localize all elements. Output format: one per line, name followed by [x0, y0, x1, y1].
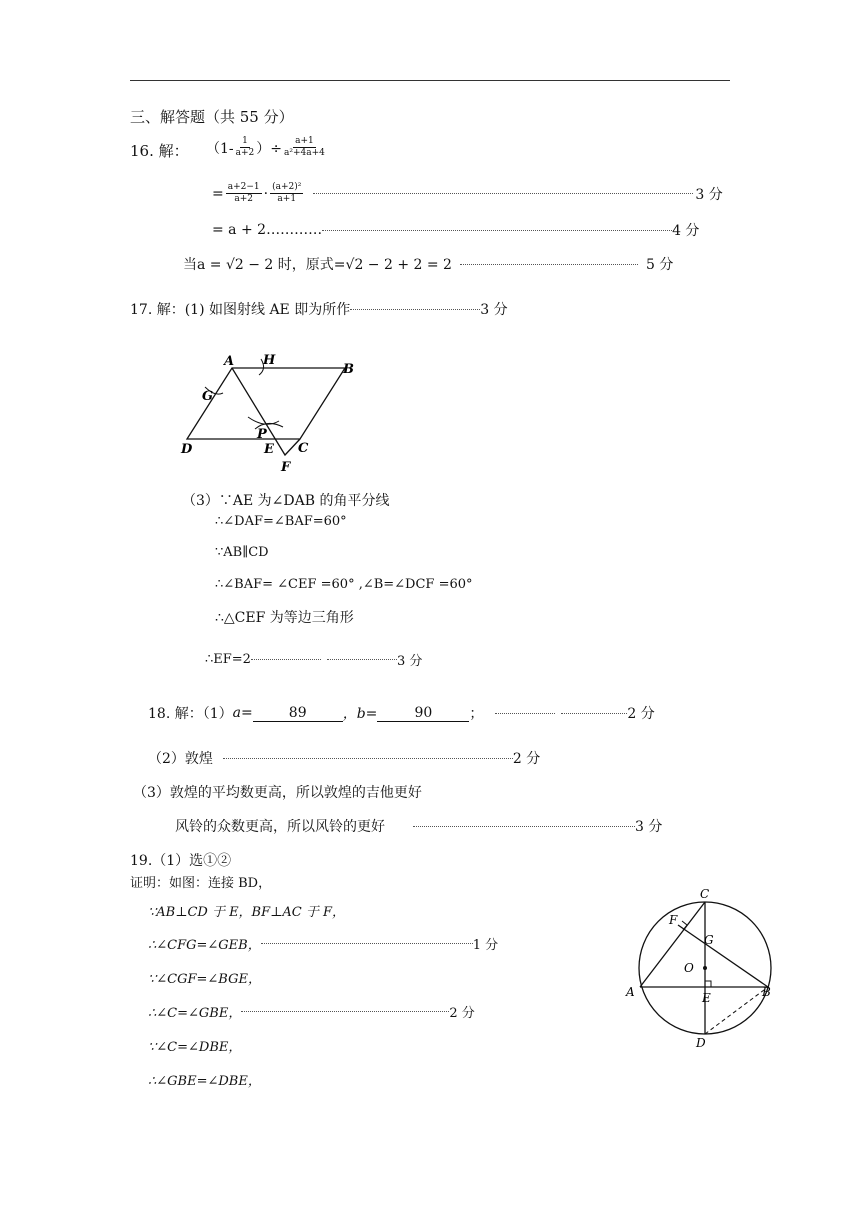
point-d: D [181, 442, 193, 457]
q16-f2-num: a+1 [295, 136, 314, 146]
q18-line4-text: 风铃的众数更高，所以风铃的更好 [175, 819, 385, 835]
point-e: E [264, 442, 274, 457]
q16-fraction-1 [236, 136, 255, 159]
q16-f2-den: a²+4a+4 [284, 148, 325, 158]
q16-step2 [212, 220, 699, 240]
q18-leader-a [495, 713, 555, 714]
q19-line3: ∵AB⊥CD 于 E，BF⊥AC 于 F， [148, 905, 345, 920]
q17-line-8-text: ∴EF=2 [205, 652, 251, 667]
q17-line1-leader [350, 309, 480, 310]
q18-line2 [148, 748, 540, 768]
q18-a-label: a= [232, 705, 253, 721]
q18-a-value: 89 [253, 705, 343, 722]
q17-line-5: ∵AB∥CD [215, 545, 269, 560]
q16-step1-f2-den: a+1 [277, 194, 297, 204]
q18-semicolon: ； [469, 706, 484, 722]
parallelogram-figure [175, 345, 375, 480]
segment-bf [678, 925, 768, 987]
point-h: H [263, 353, 276, 368]
point-d-2: D [696, 1036, 706, 1050]
q19-line6-score: 2 分 [449, 1006, 475, 1021]
q18-line1 [148, 703, 655, 723]
q18-line4-leader [413, 826, 635, 827]
q18-line3: （3）敦煌的平均数更高，所以敦煌的吉他更好 [133, 785, 422, 801]
q16-step2-text: = a + 2………… [212, 222, 323, 238]
q16-step1-leader [313, 193, 693, 194]
q18-label: 18. 解：（1） [148, 706, 233, 722]
q18-leader-b [561, 713, 627, 714]
q17-leader-a [251, 659, 321, 660]
q18-line2-leader [223, 758, 513, 759]
point-c: C [298, 441, 309, 456]
q19-line1: 19.（1）选①② [130, 853, 232, 869]
q16-expr-mid: ）÷ [256, 140, 283, 157]
q19-line6-text: ∴∠C=∠GBE， [148, 1006, 242, 1021]
q16-label: 16. 解： [130, 142, 189, 160]
q17-line1 [130, 299, 508, 319]
q16-step1-fraction-1 [226, 182, 262, 205]
q18-line4 [175, 816, 662, 836]
point-p: P [257, 427, 267, 442]
point-b: B [343, 362, 354, 377]
q16-step2-leader [322, 230, 672, 231]
q18-b-value: 90 [377, 705, 469, 722]
q17-line-6: ∴∠BAF= ∠CEF =60° ,∠B=∠DCF =60° [215, 577, 473, 592]
point-o: O [684, 961, 694, 975]
q16-f1-num: 1 [242, 136, 248, 146]
q19-line4-score: 1 分 [472, 938, 499, 953]
q16-step1-f1-num: a+2−1 [227, 182, 260, 192]
q19-line6 [148, 1002, 475, 1021]
segment-bd [705, 987, 768, 1034]
q17-leader-b [327, 659, 397, 660]
q16-step1-f1-den: a+2 [234, 194, 253, 204]
point-c-2: C [700, 887, 710, 901]
point-a-2: A [626, 985, 635, 999]
q16-expr-open: （1- [206, 140, 234, 157]
q16-step1-f2-num: (a+2)² [272, 182, 302, 192]
q16-fraction-2 [284, 136, 325, 159]
q16-step3-score: 5 分 [645, 257, 674, 273]
q18-line2-text: （2）敦煌 [148, 751, 213, 767]
q16-step3 [183, 254, 673, 274]
q18-score2: 2 分 [512, 751, 541, 767]
section-title: 三、解答题（共 55 分） [130, 108, 294, 126]
q16-step1-score: 3 分 [695, 186, 723, 203]
point-a: A [224, 354, 235, 369]
q19-line4-leader [261, 943, 473, 944]
q16-step1 [212, 182, 723, 205]
point-f: F [281, 460, 291, 475]
q19-line8: ∴∠GBE=∠DBE， [148, 1074, 261, 1089]
q18-score1: 2 分 [627, 706, 655, 722]
q17-line-8-score: 3 分 [396, 654, 423, 669]
point-e-2: E [702, 991, 711, 1005]
q16-step3-text: 当a = √2 − 2 时，原式=√2 − 2 + 2 = 2 [183, 257, 452, 273]
point-g-2: G [704, 933, 714, 947]
header-rule [130, 80, 730, 81]
circle-figure [620, 884, 790, 1054]
right-angle-e [705, 981, 711, 987]
q16-step1-dot: · [263, 185, 269, 202]
q16-step1-fraction-2 [270, 182, 303, 205]
q16-f1-den: a+2 [235, 148, 255, 158]
point-b-2: B [762, 985, 771, 999]
q19-line6-leader [241, 1011, 449, 1012]
q19-line4 [148, 934, 498, 953]
q18-score3: 3 分 [635, 819, 663, 835]
q16-step1-eq: = [212, 185, 224, 202]
q19-line2: 证明：如图：连接 BD， [130, 876, 272, 891]
q17-line-7: ∴△CEF 为等边三角形 [215, 610, 354, 626]
q18-b-label: ，b= [342, 706, 378, 722]
q16-expression [206, 136, 327, 159]
q16-step3-leader [460, 264, 638, 265]
q17-line1-text: 17. 解：(1) 如图射线 AE 即为所作 [130, 302, 351, 318]
center-dot [703, 966, 707, 970]
point-f-2: F [669, 913, 678, 927]
q17-line-3: （3）∵AE 为∠DAB 的角平分线 [182, 493, 390, 509]
q19-line4-text: ∴∠CFG=∠GEB， [148, 938, 261, 953]
point-g: G [202, 389, 214, 404]
q17-line1-score: 3 分 [480, 302, 508, 318]
q16-step2-score: 4 分 [672, 223, 700, 239]
q17-line-4: ∴∠DAF=∠BAF=60° [215, 514, 347, 529]
q19-line7: ∵∠C=∠DBE， [148, 1040, 242, 1055]
q17-line-8 [205, 650, 422, 669]
q19-line5: ∵∠CGF=∠BGE， [148, 972, 261, 987]
